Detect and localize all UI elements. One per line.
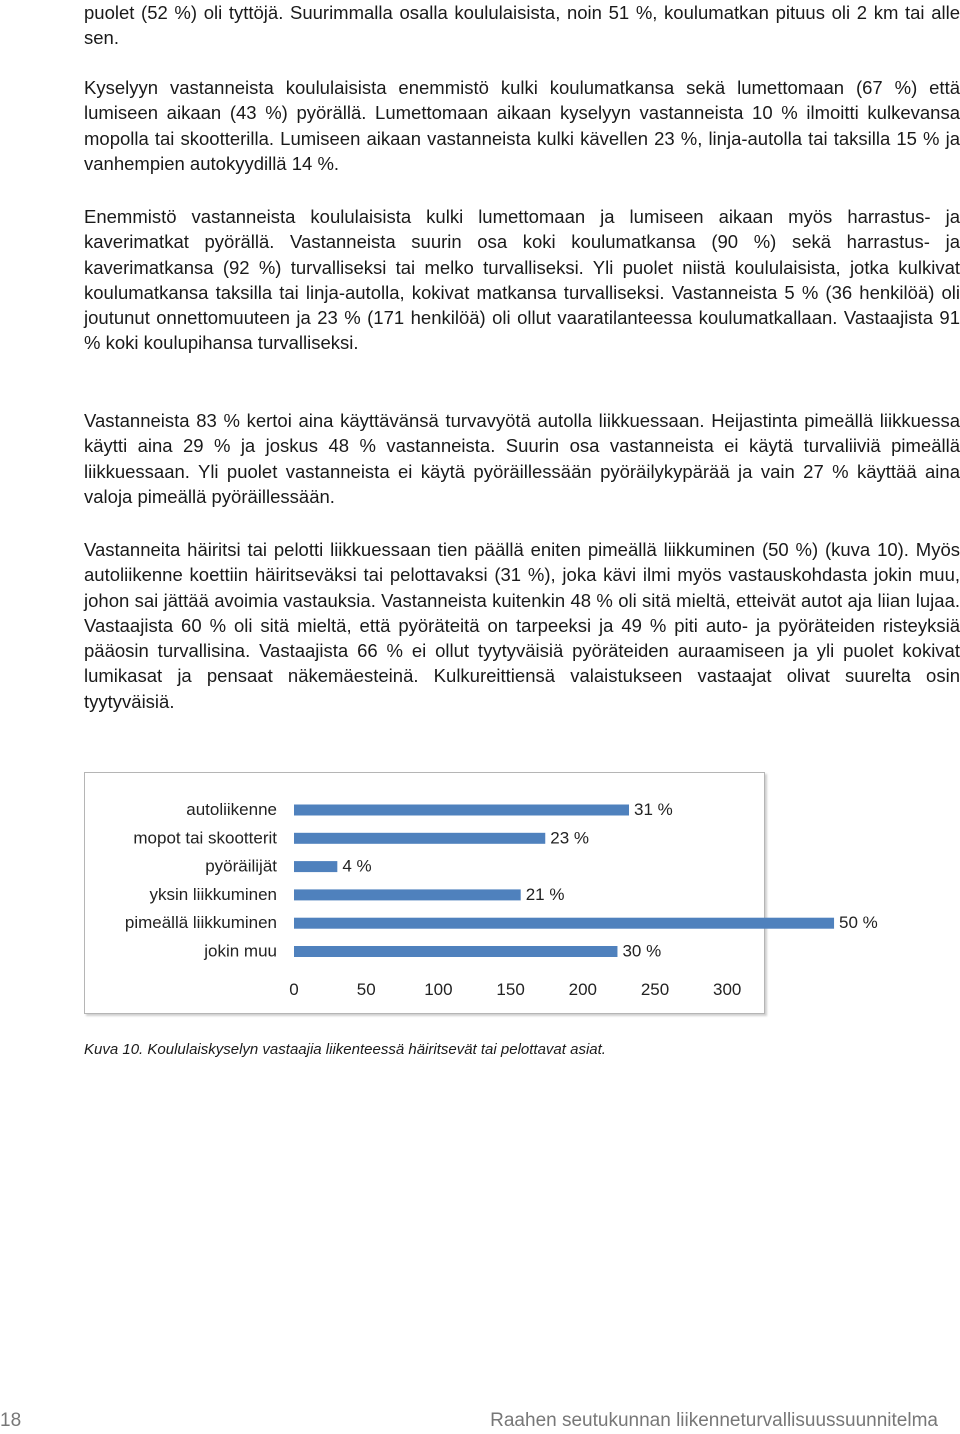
data-label: 50 % (839, 913, 878, 933)
category-label: pyöräilijät (205, 856, 277, 876)
paragraph-disturbances: Vastanneita häiritsi tai pelotti liikkuessaan tien päällä eniten pimeällä liikkuminen (50 %) (kuva 10). Myös autoliikenne koettiin häiritseväksi tai pelottavaksi (31 %), joka kävi ilmi myös vastauskohdasta jokin muu, johon sai jättää avoimia vastauksia. Vastanneista kuitenkin 48 % oli sitä mieltä, etteivät autot aja liian lujaa. Vastaajista 60 % oli sitä mieltä, että pyöräteitä on tarpeeksi ja 49 % piti auto- ja pyöräteiden risteyksiä pääosin turvallisina. Vastaajista 66 % ei ollut tyytyväisiä pyöräteiden auraamiseen ja yli puolet kokivat lumikasat ja pensaat näkemäesteinä. Kulkureittiensä valaistukseen vastaajat olivat suurelta osin tyytyväisiä. (84, 539, 960, 712)
x-tick-label: 200 (568, 980, 597, 999)
bar-2 (294, 861, 337, 872)
footer-page-number: 18 (0, 1410, 22, 1431)
chart-frame (84, 772, 878, 1014)
bar-3 (294, 889, 521, 900)
data-label: 21 % (525, 884, 565, 904)
bar-0 (294, 805, 629, 816)
bar-4 (294, 918, 834, 929)
paragraph-travel-modes: Kyselyyn vastanneista koululaisista enemmistö kulki koulumatkansa sekä lumettomaan (67 %) että lumiseen aikaan (43 %) pyörällä. Lumettomaan aikaan kyselyyn vastanneista 10 % ilmoitti kulkevansa mopolla tai skootterilla. Lumiseen aikaan vastanneista kulki kävellen 23 %, linja-autolla tai taksilla 15 % ja vanhempien autokyydillä 14 %. (84, 77, 960, 174)
paragraph-intro-end: puolet (52 %) oli tyttöjä. Suurimmalla osalla koululaisista, noin 51 %, koulumatkan pituus oli 2 km tai alle sen. (84, 2, 960, 49)
data-label: 4 % (342, 856, 372, 876)
footer-document-title: Raahen seutukunnan liikenneturvallisuussuunnitelma (490, 1410, 938, 1431)
bar-chart (85, 773, 878, 1013)
category-label: autoliikenne (186, 800, 277, 819)
data-label: 23 % (550, 828, 590, 848)
x-tick-label: 100 (424, 980, 453, 999)
bar-1 (294, 833, 545, 844)
paragraph-safety-equipment: Vastanneista 83 % kertoi aina käyttävänsä turvavyötä autolla liikkuessaan. Heijastinta pimeällä liikkuessa käytti aina 29 % ja joskus 48 % vastanneista. Suurin osa vastanneista ei käytä turvaliiviä pimeällä liikkuessaan. Yli puolet vastanneista ei käytä pyöräillessään pyöräilykypärää ja vain 27 % käyttää aina valoja pimeällä pyöräillessään. (84, 410, 960, 507)
category-label: jokin muu (204, 941, 277, 961)
data-label: 30 % (622, 941, 662, 961)
paragraph-safety-perception: Enemmistö vastanneista koululaisista kulki lumettomaan ja lumiseen aikaan myös harrastus- ja kaverimatkat pyörällä. Vastanneista suurin osa koki koulumatkansa (90 %) sekä harrastus- ja kaverimatkansa (92 %) turvalliseksi tai melko turvalliseksi. Yli puolet niistä koululaisista, jotka kulkivat koulumatkansa taksilla tai linja-autolla, kokivat matkansa turvalliseksi. Vastanneista 5 % (36 henkilöä) oli joutunut onnettomuuteen ja 23 % (171 henkilöä) oli ollut vaaratilanteessa koulumatkallaan. Vastaajista 91 % koki koulupihansa turvalliseksi. (84, 206, 960, 354)
category-label: mopot tai skootterit (133, 828, 277, 848)
x-tick-label: 150 (496, 980, 525, 999)
data-label: 31 % (634, 800, 673, 819)
x-tick-label: 300 (713, 980, 742, 999)
bar-5 (294, 946, 617, 957)
category-label: yksin liikkuminen (149, 884, 277, 904)
x-tick-label: 0 (289, 980, 299, 999)
x-tick-label: 50 (356, 980, 376, 999)
category-label: pimeällä liikkuminen (124, 913, 277, 933)
figure-caption: Kuva 10. Koululaiskyselyn vastaajia liikenteessä häiritsevät tai pelottavat asiat. (84, 1041, 606, 1058)
x-tick-label: 250 (640, 980, 670, 999)
